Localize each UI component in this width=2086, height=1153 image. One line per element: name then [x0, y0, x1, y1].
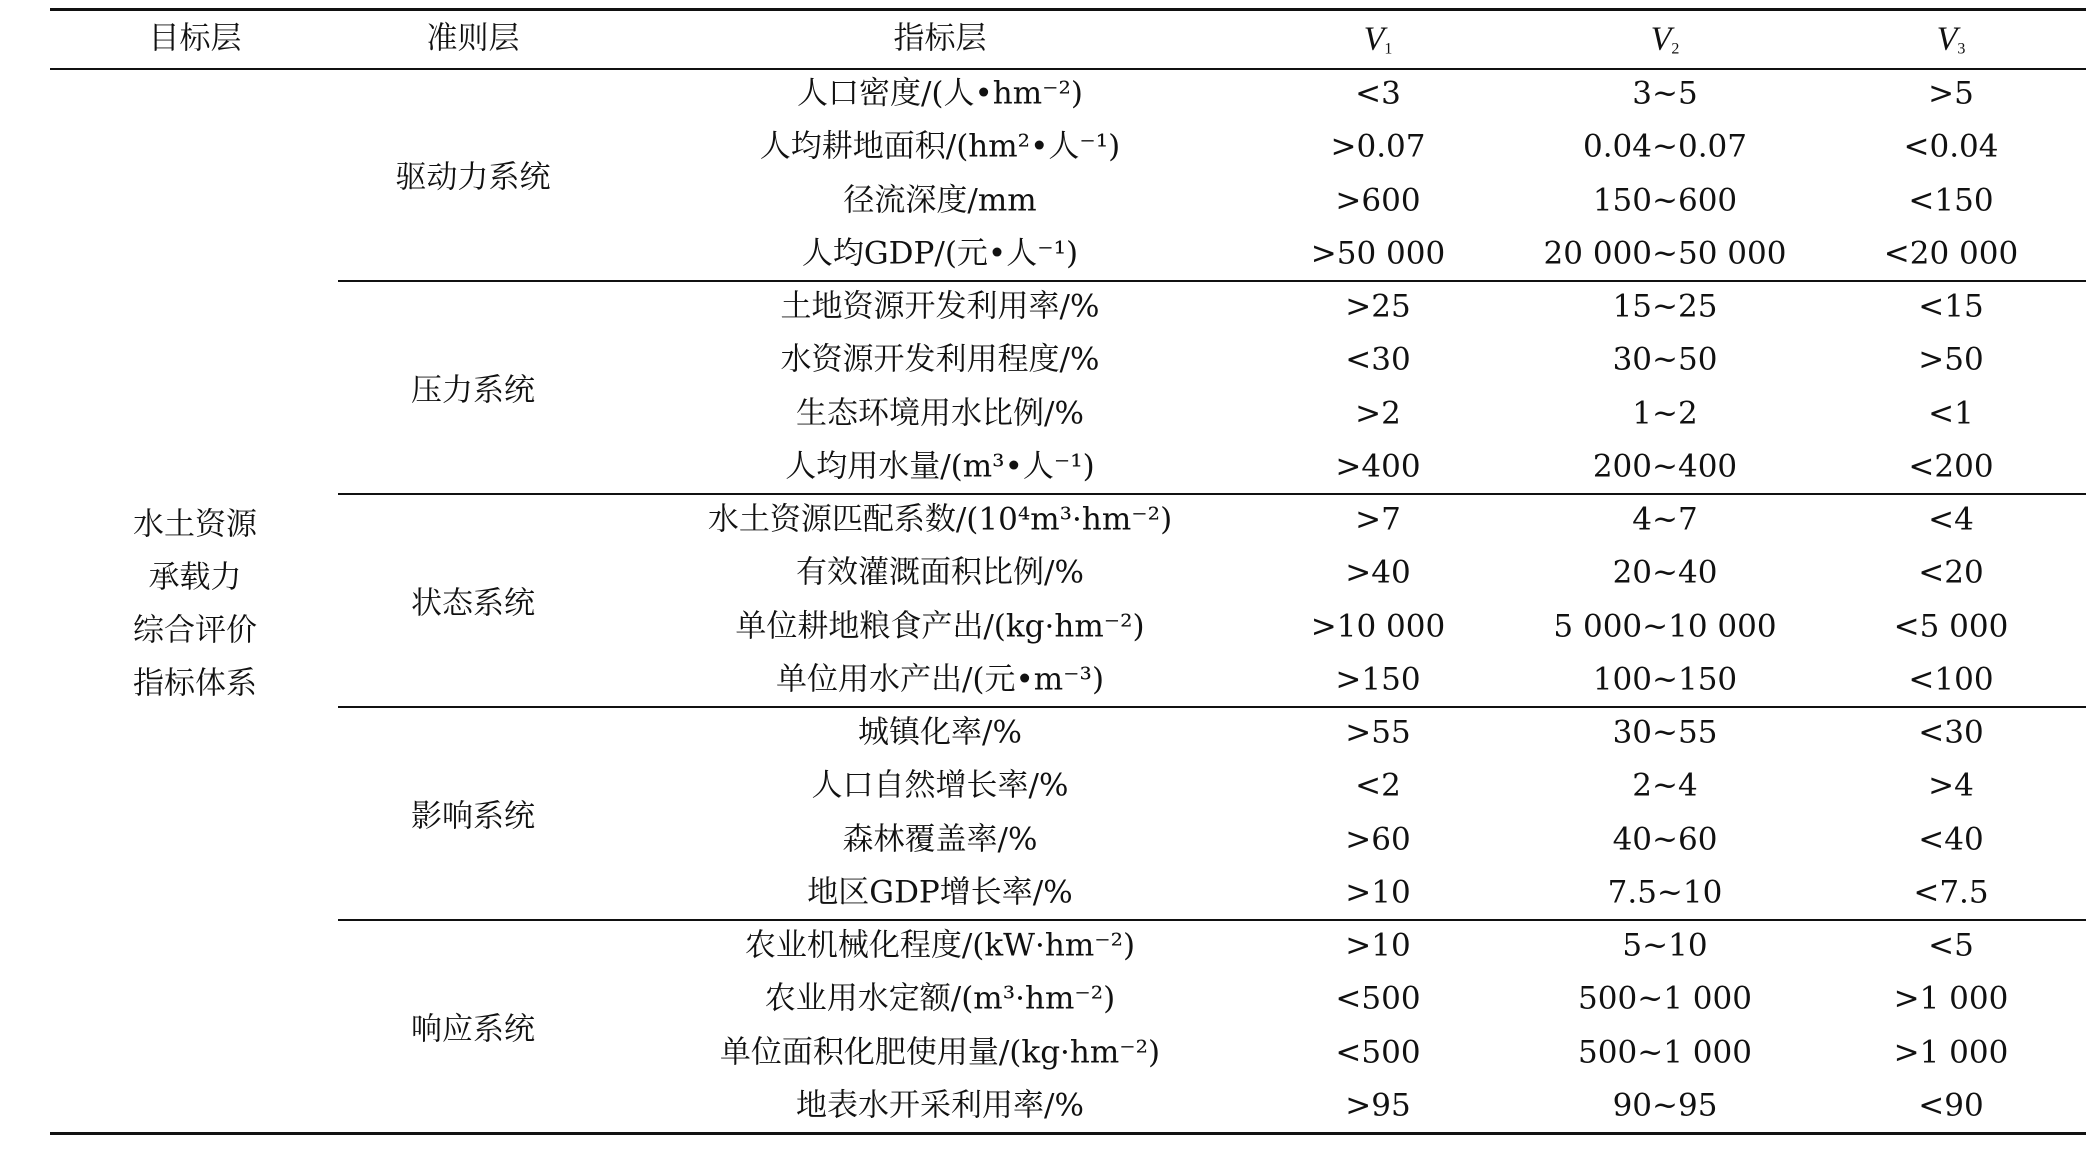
v3-cell: >1 000	[1893, 1034, 2009, 1070]
v1-cell: >10	[1345, 927, 1411, 964]
v2-cell: 15~25	[1612, 288, 1718, 325]
group-rule-3	[338, 706, 2086, 708]
v2-cell: 4~7	[1632, 501, 1698, 538]
v1-cell: >0.07	[1330, 128, 1426, 165]
indicator-cell: 生态环境用水比例/%	[796, 395, 1084, 431]
criteria-pressure: 压力系统	[411, 372, 535, 409]
v2-cell: 30~50	[1612, 341, 1718, 378]
v2-cell: 20 000~50 000	[1543, 235, 1787, 272]
v2-cell: 20~40	[1612, 554, 1718, 591]
criteria-response: 响应系统	[411, 1011, 535, 1048]
criteria-state: 状态系统	[411, 585, 535, 622]
v3-cell: <200	[1908, 448, 1994, 485]
header-v1: $V_1$	[1363, 20, 1393, 58]
goal-line-2: 承载力	[148, 559, 242, 596]
indicator-cell: 农业机械化程度/(kW·hm⁻²)	[744, 927, 1136, 964]
indicator-cell: 人口自然增长率/%	[811, 767, 1069, 804]
v1-cell: >150	[1335, 661, 1421, 698]
v2-cell: 30~55	[1612, 714, 1718, 751]
v3-cell: >4	[1928, 767, 1974, 804]
v3-cell: <1	[1928, 395, 1974, 431]
v2-cell: 150~600	[1592, 182, 1738, 218]
v2-cell: 500~1 000	[1578, 980, 1752, 1017]
indicator-cell: 地区GDP增长率/%	[807, 874, 1073, 911]
v3-cell: >5	[1928, 75, 1974, 112]
top-rule	[50, 8, 2086, 11]
v1-cell: >25	[1345, 288, 1411, 325]
goal-line-4: 指标体系	[133, 665, 257, 702]
group-rule-2	[338, 493, 2086, 495]
indicator-cell: 土地资源开发利用率/%	[780, 288, 1100, 325]
header-indicator-layer: 指标层	[893, 20, 987, 57]
indicator-cell: 森林覆盖率/%	[842, 821, 1038, 857]
goal-line-3: 综合评价	[133, 612, 257, 649]
indicator-cell: 人均耕地面积/(hm²•人⁻¹)	[759, 128, 1121, 165]
indicator-cell: 水土资源匹配系数/(10⁴m³·hm⁻²)	[707, 501, 1173, 538]
v1-cell: <500	[1335, 980, 1421, 1017]
v1-cell: >95	[1345, 1087, 1411, 1124]
v3-cell: <20 000	[1883, 235, 2019, 272]
v2-cell: 40~60	[1612, 821, 1718, 857]
indicator-cell: 农业用水定额/(m³·hm⁻²)	[764, 980, 1116, 1017]
goal-line-1: 水土资源	[133, 506, 257, 543]
v2-cell: 1~2	[1632, 395, 1698, 431]
v3-cell: >50	[1918, 341, 1984, 378]
v3-cell: <5	[1928, 927, 1974, 964]
v2-cell: 100~150	[1592, 661, 1738, 698]
v1-cell: >7	[1355, 501, 1401, 538]
v3-cell: <150	[1908, 182, 1994, 218]
indicator-cell: 径流深度/mm	[843, 182, 1037, 218]
indicator-cell: 单位面积化肥使用量/(kg·hm⁻²)	[719, 1034, 1161, 1070]
bottom-rule	[50, 1132, 2086, 1135]
group-rule-1	[338, 280, 2086, 282]
indicator-cell: 水资源开发利用程度/%	[780, 341, 1100, 378]
v1-cell: <3	[1355, 75, 1401, 112]
v1-cell: >10 000	[1310, 608, 1446, 644]
v2-cell: 7.5~10	[1607, 874, 1723, 911]
v3-cell: <15	[1918, 288, 1984, 325]
v2-cell: 90~95	[1612, 1087, 1718, 1124]
indicator-cell: 城镇化率/%	[858, 714, 1022, 751]
group-rule-4	[338, 919, 2086, 921]
v3-cell: >1 000	[1893, 980, 2009, 1017]
v3-cell: <100	[1908, 661, 1994, 698]
v1-cell: >2	[1355, 395, 1401, 431]
v2-cell: 5~10	[1622, 927, 1708, 964]
v2-cell: 200~400	[1592, 448, 1738, 485]
indicator-cell: 单位用水产出/(元•m⁻³)	[775, 661, 1105, 698]
v2-cell: 0.04~0.07	[1582, 128, 1748, 165]
v3-cell: <30	[1918, 714, 1984, 751]
v1-cell: <500	[1335, 1034, 1421, 1070]
indicator-cell: 单位耕地粮食产出/(kg·hm⁻²)	[735, 608, 1145, 644]
v1-cell: >600	[1335, 182, 1421, 218]
criteria-driving-force: 驱动力系统	[395, 159, 551, 196]
v1-cell: <2	[1355, 767, 1401, 804]
v1-cell: >55	[1345, 714, 1411, 751]
v2-cell: 2~4	[1632, 767, 1698, 804]
indicator-cell: 人均用水量/(m³•人⁻¹)	[785, 448, 1095, 485]
header-rule	[50, 68, 2086, 70]
criteria-impact: 影响系统	[411, 798, 535, 835]
header-v2: $V_2$	[1650, 20, 1680, 58]
v1-cell: >60	[1345, 821, 1411, 857]
indicator-cell: 人均GDP/(元•人⁻¹)	[801, 235, 1079, 272]
v3-cell: <20	[1918, 554, 1984, 591]
v2-cell: 3~5	[1632, 75, 1698, 112]
indicator-cell: 地表水开采利用率/%	[796, 1087, 1084, 1124]
v1-cell: <30	[1345, 341, 1411, 378]
v3-cell: <4	[1928, 501, 1974, 538]
header-v3: $V_3$	[1936, 20, 1966, 58]
v3-cell: <90	[1918, 1087, 1984, 1124]
indicator-cell: 人口密度/(人•hm⁻²)	[796, 75, 1084, 112]
v3-cell: <7.5	[1913, 874, 1989, 911]
v2-cell: 5 000~10 000	[1553, 608, 1777, 644]
v1-cell: >400	[1335, 448, 1421, 485]
v1-cell: >40	[1345, 554, 1411, 591]
v2-cell: 500~1 000	[1578, 1034, 1752, 1070]
header-goal-layer: 目标层	[148, 20, 242, 57]
header-criteria-layer: 准则层	[426, 20, 520, 57]
v1-cell: >50 000	[1310, 235, 1446, 272]
v1-cell: >10	[1345, 874, 1411, 911]
v3-cell: <40	[1918, 821, 1984, 857]
v3-cell: <0.04	[1903, 128, 1999, 165]
v3-cell: <5 000	[1893, 608, 2009, 644]
indicator-cell: 有效灌溉面积比例/%	[796, 554, 1084, 591]
